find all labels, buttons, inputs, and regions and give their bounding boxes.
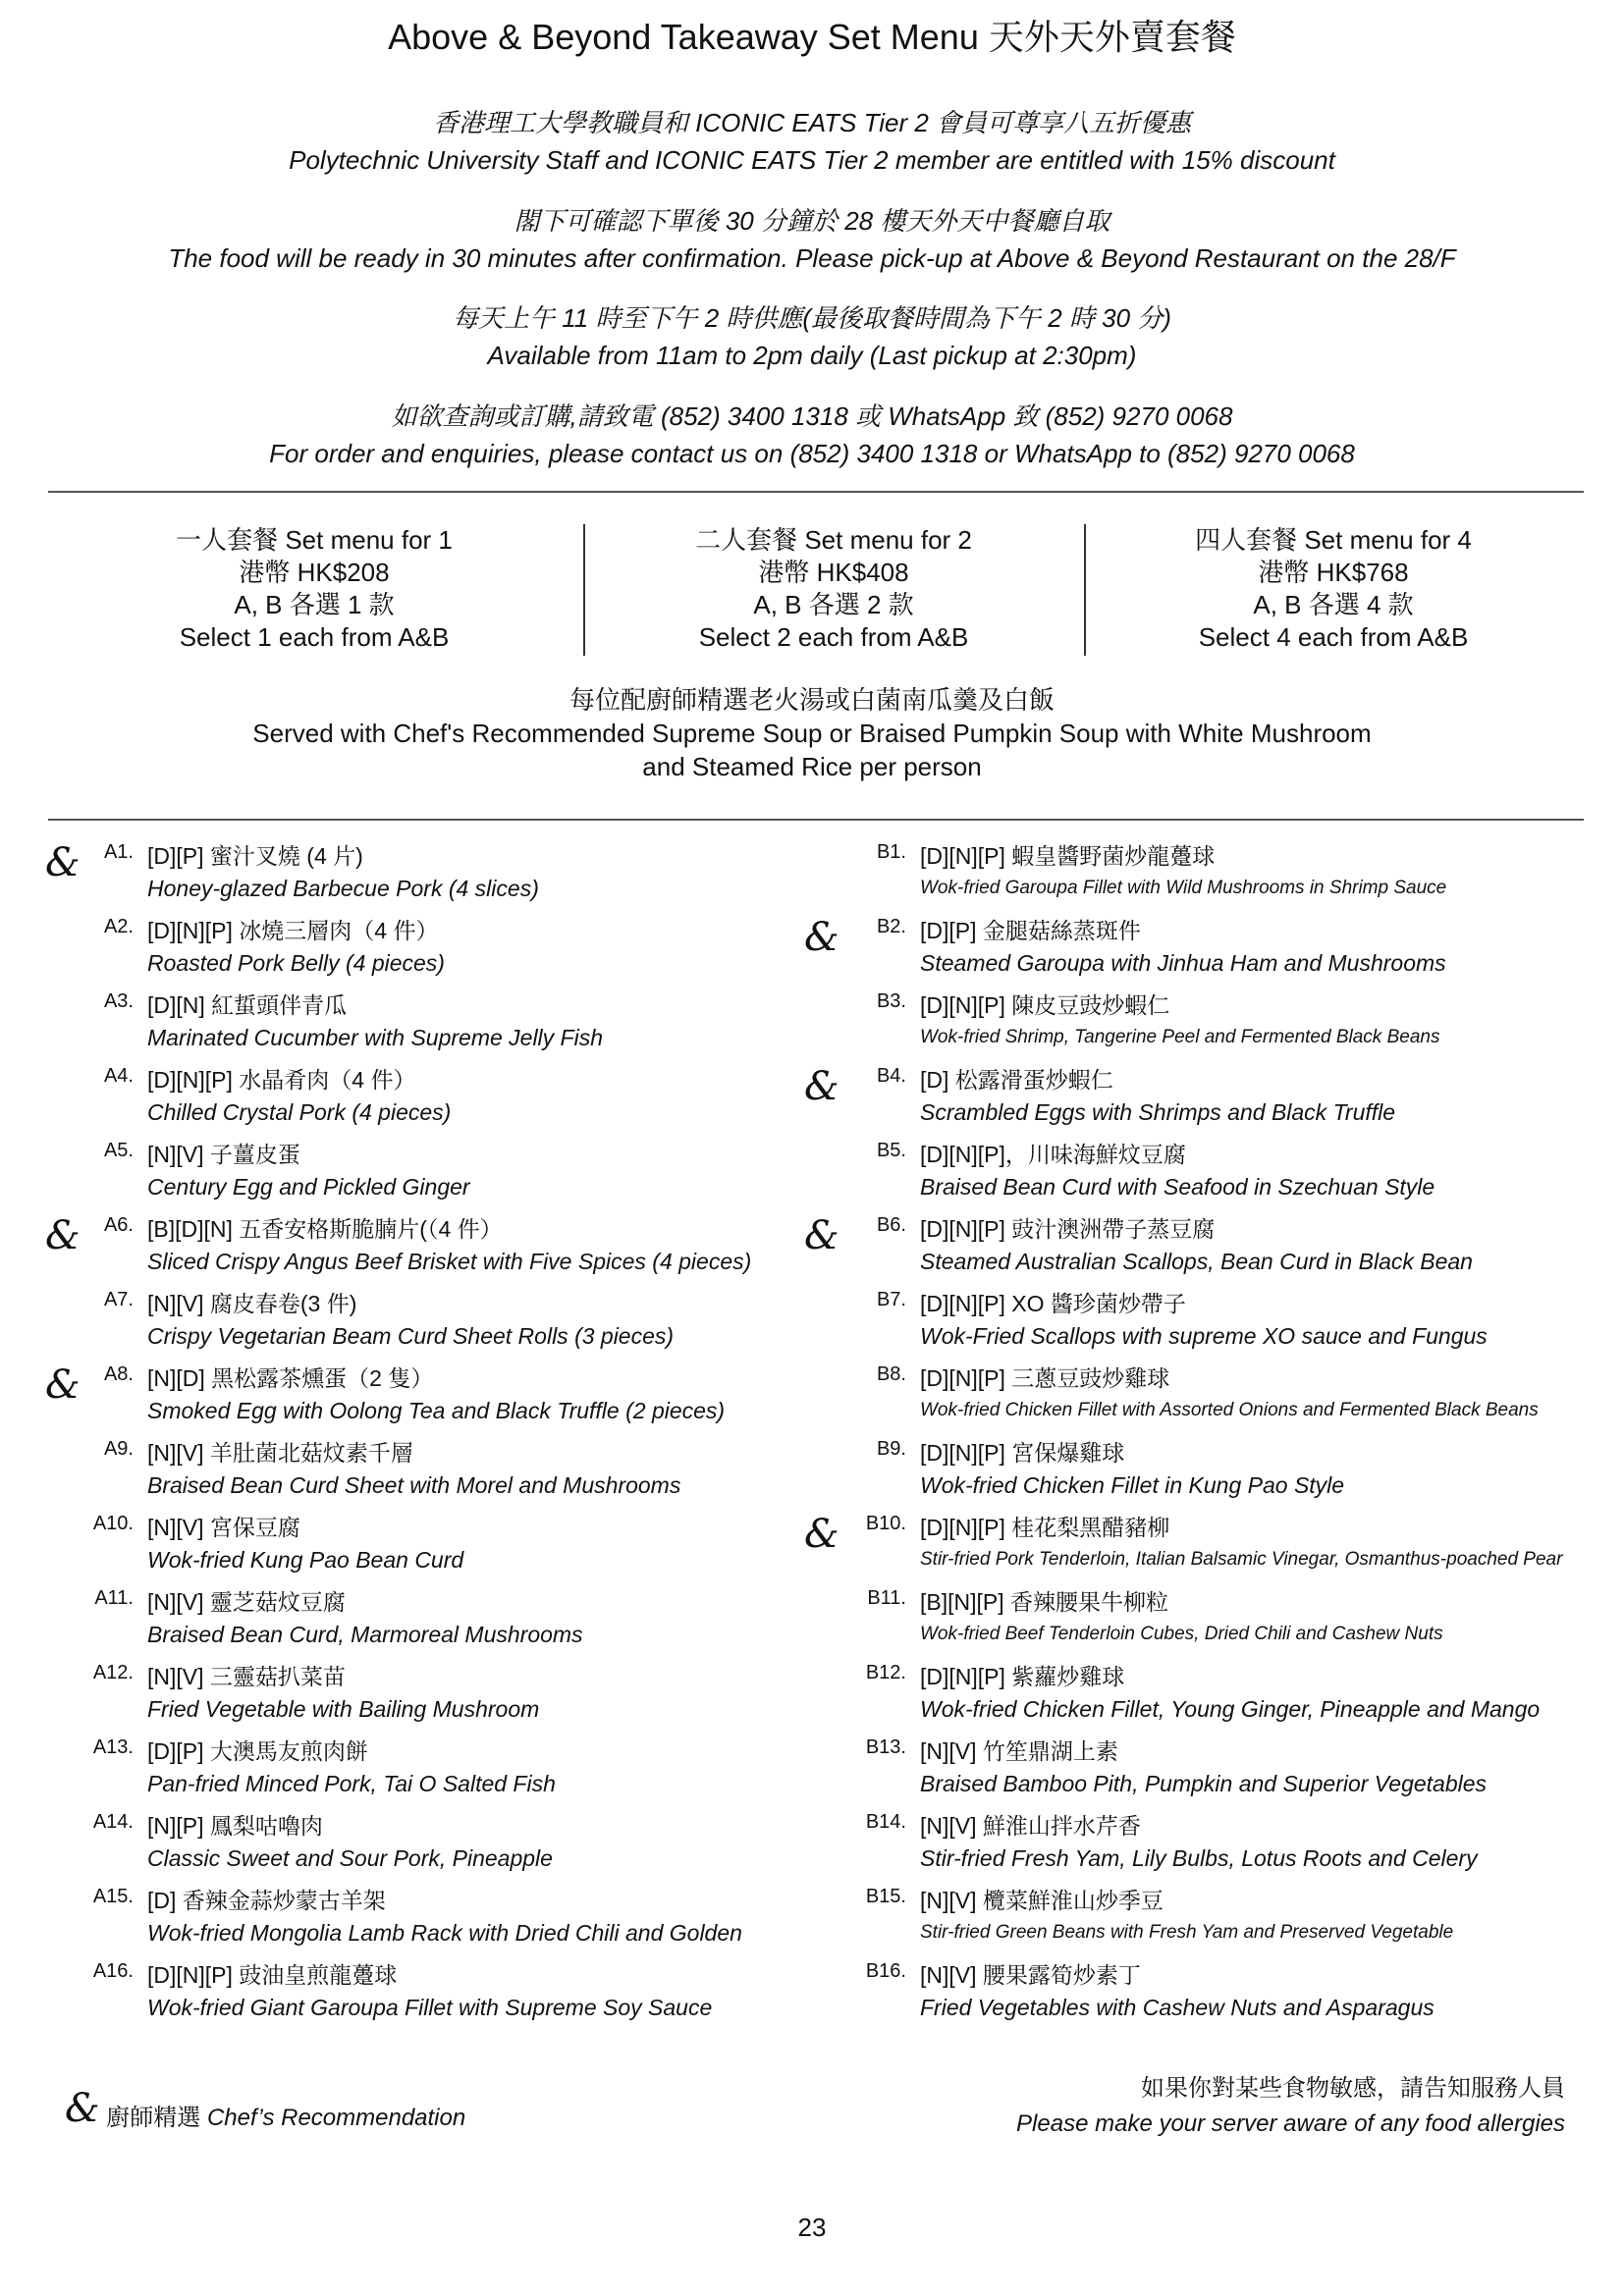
hours-info: [0, 299, 1624, 374]
item-name-en: Wok-fried Mongolia Lamb Rack with Dried Chili and Golden: [147, 1920, 742, 1946]
menu-item: [92, 1660, 825, 1735]
item-name-en: Wok-fried Giant Garoupa Fillet with Supreme Soy Sauce: [147, 1995, 713, 2020]
item-code: A13.: [92, 1736, 134, 1758]
set-rule-en: Select 1 each from A&B: [179, 622, 450, 652]
menu-list-a: [45, 839, 825, 2033]
item-code: A9.: [103, 1438, 134, 1460]
hours-zh: 每天上午 11 時至下午 2 時供應(最後取餐時間為下午 2 時 30 分): [453, 303, 1171, 333]
item-code: B1.: [876, 841, 906, 863]
set-menu-4: [1098, 524, 1569, 654]
chef-recommendation-icon: &: [804, 915, 839, 960]
item-name-en: Stir-fried Fresh Yam, Lily Bulbs, Lotus Roots and Celery: [920, 1845, 1478, 1871]
item-name-zh: [N][V] 宮保豆腐: [147, 1515, 300, 1540]
set-name: 一人套餐 Set menu for 1: [176, 525, 453, 555]
item-name-zh: [D] 松露滑蛋炒蝦仁: [920, 1067, 1113, 1093]
item-name-zh: [D][P] 大澳馬友煎肉餅: [147, 1738, 368, 1764]
item-code: B15.: [865, 1886, 906, 1907]
set-price: 港幣 HK$408: [758, 558, 909, 587]
menu-item: [103, 1287, 825, 1362]
discount-info: [0, 104, 1624, 179]
item-name-en: Wok-fried Shrimp, Tangerine Peel and Fermented Black Beans: [920, 1027, 1440, 1047]
item-name-en: Wok-Fried Scallops with supreme XO sauce and Fungus: [920, 1323, 1488, 1349]
item-name-en: Steamed Garoupa with Jinhua Ham and Mushrooms: [920, 950, 1446, 976]
menu-item: [876, 988, 1597, 1063]
soup-info: [0, 683, 1624, 783]
hours-en: Available from 11am to 2pm daily (Last pickup at 2:30pm): [487, 341, 1137, 370]
discount-zh: 香港理工大學教職員和 ICONIC EATS Tier 2 會員可尊享八五折優惠: [432, 108, 1192, 137]
legend-en: Chef’s Recommendation: [206, 2105, 466, 2131]
item-name-en: Fried Vegetable with Bailing Mushroom: [147, 1696, 540, 1722]
menu-item: [103, 914, 825, 988]
item-name-en: Wok-fried Chicken Fillet with Assorted Onions and Fermented Black Beans: [920, 1400, 1539, 1420]
menu-item: [865, 1884, 1597, 1958]
set-rule-zh: A, B 各選 4 款: [1253, 590, 1414, 619]
item-code: A12.: [92, 1662, 134, 1683]
item-name-zh: [N][V] 腰果露筍炒素丁: [920, 1962, 1141, 1988]
item-code: A1.: [103, 841, 134, 863]
soup-en-2: and Steamed Rice per person: [642, 752, 982, 781]
menu-item: [865, 1735, 1597, 1809]
menu-item: [92, 1511, 825, 1585]
item-name-en: Wok-fried Chicken Fillet, Young Ginger, Pineapple and Mango: [920, 1696, 1541, 1722]
item-code: B2.: [876, 916, 906, 937]
item-code: A7.: [103, 1289, 134, 1310]
item-name-en: Smoked Egg with Oolong Tea and Black Truffle (2 pieces): [147, 1398, 726, 1423]
item-name-en: Wok-fried Chicken Fillet in Kung Pao Style: [920, 1472, 1345, 1498]
menu-item: [45, 839, 825, 914]
legend-zh: 廚師精選: [106, 2105, 201, 2131]
item-name-zh: [N][V] 靈芝菇炆豆腐: [147, 1589, 346, 1615]
contact-zh: 如欲查詢或訂購,請致電 (852) 3400 1318 或 WhatsApp 致 (852) 9270 0068: [391, 401, 1233, 431]
item-name-zh: [D][N][P] 三蔥豆豉炒雞球: [920, 1365, 1170, 1391]
set-rule-zh: A, B 各選 2 款: [753, 590, 914, 619]
item-name-zh: [N][V] 子薑皮蛋: [147, 1142, 300, 1167]
menu-item: [865, 1809, 1597, 1884]
item-name-zh: [D][N][P] 水晶肴肉（4 件）: [147, 1067, 416, 1093]
menu-item: [804, 914, 1597, 988]
item-name-zh: [D][N][P] 豉汁澳洲帶子蒸豆腐: [920, 1216, 1216, 1242]
set-menu-1: [79, 524, 550, 654]
menu-item: [804, 1212, 1597, 1287]
chef-recommendation-icon: &: [804, 1213, 839, 1258]
item-name-en: Stir-fried Pork Tenderloin, Italian Balsamic Vinegar, Osmanthus-poached Pear: [920, 1549, 1563, 1570]
allergy-en: Please make your server aware of any food allergies: [1016, 2110, 1565, 2137]
item-name-en: Braised Bean Curd Sheet with Morel and Mushrooms: [147, 1472, 681, 1498]
item-name-zh: [N][V] 三靈菇扒菜苗: [147, 1664, 346, 1689]
menu-item: [865, 1958, 1597, 2033]
item-name-en: Steamed Australian Scallops, Bean Curd in Black Bean: [920, 1249, 1473, 1274]
chef-recommendation-icon: &: [65, 2086, 100, 2131]
menu-item: [876, 1362, 1597, 1436]
pickup-zh: 閣下可確認下單後 30 分鐘於 28 樓天外天中餐廳自取: [514, 206, 1110, 236]
menu-item: [45, 1212, 825, 1287]
item-name-en: Classic Sweet and Sour Pork, Pineapple: [147, 1845, 553, 1871]
item-code: B9.: [876, 1438, 906, 1460]
item-name-zh: [N][V] 竹笙鼎湖上素: [920, 1738, 1118, 1764]
item-name-en: Braised Bamboo Pith, Pumpkin and Superior Vegetables: [920, 1771, 1488, 1796]
set-price: 港幣 HK$208: [239, 558, 390, 587]
item-name-en: Wok-fried Kung Pao Bean Curd: [147, 1547, 464, 1573]
item-name-en: Marinated Cucumber with Supreme Jelly Fish: [147, 1025, 604, 1050]
set-menu-2: [598, 524, 1069, 654]
item-name-zh: [D][N][P] 冰燒三層肉（4 件）: [147, 918, 439, 943]
item-name-en: Sliced Crispy Angus Beef Brisket with Five Spices (4 pieces): [147, 1249, 752, 1274]
item-name-zh: [D][N] 紅蜇頭伴青瓜: [147, 992, 348, 1018]
item-code: A14.: [92, 1811, 134, 1833]
soup-zh: 每位配廚師精選老火湯或白菌南瓜羹及白飯: [568, 685, 1055, 715]
item-code: B3.: [876, 990, 906, 1012]
item-name-en: Crispy Vegetarian Beam Curd Sheet Rolls (3 pieces): [147, 1323, 675, 1349]
menu-item: [103, 1138, 825, 1212]
divider: [48, 819, 1584, 821]
item-name-zh: [D][P] 金腿菇絲蒸斑件: [920, 918, 1141, 943]
item-name-en: Pan-fried Minced Pork, Tai O Salted Fish: [147, 1771, 556, 1796]
item-name-en: Honey-glazed Barbecue Pork (4 slices): [147, 876, 539, 901]
menu-item: [45, 1362, 825, 1436]
item-name-zh: [N][V] 腐皮春卷(3 件): [147, 1291, 357, 1316]
item-name-zh: [B][D][N] 五香安格斯脆腩片(（4 件）: [147, 1216, 503, 1242]
chef-recommendation-icon: &: [45, 1362, 81, 1408]
menu-item: [92, 1735, 825, 1809]
menu-item: [876, 1436, 1597, 1511]
menu-item: [876, 839, 1597, 914]
item-name-zh: [D][P] 蜜汁叉燒 (4 片): [147, 843, 363, 869]
item-code: B10.: [865, 1513, 906, 1534]
item-name-en: Braised Bean Curd, Marmoreal Mushrooms: [147, 1622, 583, 1647]
item-code: A5.: [103, 1140, 134, 1161]
item-code: B12.: [865, 1662, 906, 1683]
chef-recommendation-icon: &: [45, 840, 81, 885]
menu-item: [92, 1958, 825, 2033]
allergy-zh: 如果你對某些食物敏感，請告知服務人員: [1141, 2075, 1565, 2102]
menu-item: [103, 1063, 825, 1138]
menu-item: [92, 1884, 825, 1958]
chef-recommendation-icon: &: [45, 1213, 81, 1258]
chef-recommendation-legend: [65, 2086, 466, 2134]
item-name-en: Scrambled Eggs with Shrimps and Black Truffle: [920, 1099, 1396, 1125]
item-name-zh: [B][N][P] 香辣腰果牛柳粒: [920, 1589, 1169, 1615]
item-code: A15.: [92, 1886, 134, 1907]
menu-item: [92, 1809, 825, 1884]
item-code: B4.: [876, 1065, 906, 1087]
item-name-zh: [D][N][P] 豉油皇煎龍躉球: [147, 1962, 398, 1988]
item-name-zh: [N][V] 鮮淮山拌水芹香: [920, 1813, 1141, 1839]
menu-item: [876, 1287, 1597, 1362]
item-name-zh: [D][N][P] 陳皮豆豉炒蝦仁: [920, 992, 1170, 1018]
allergy-notice: [1016, 2071, 1565, 2142]
menu-item: [867, 1585, 1597, 1660]
set-price: 港幣 HK$768: [1258, 558, 1409, 587]
column-divider: [1084, 524, 1086, 656]
menu-item: [103, 988, 825, 1063]
contact-info: [0, 398, 1624, 472]
item-name-en: Chilled Crystal Pork (4 pieces): [147, 1099, 452, 1125]
set-name: 四人套餐 Set menu for 4: [1195, 525, 1472, 555]
menu-item: [103, 1436, 825, 1511]
item-name-zh: [N][P] 鳳梨咕嚕肉: [147, 1813, 323, 1839]
item-name-zh: [N][V] 欖菜鮮淮山炒季豆: [920, 1888, 1164, 1913]
set-name: 二人套餐 Set menu for 2: [695, 525, 972, 555]
page-number: 23: [797, 2213, 827, 2242]
item-name-en: Stir-fried Green Beans with Fresh Yam and Preserved Vegetable: [920, 1922, 1454, 1943]
divider: [48, 491, 1584, 493]
set-rule-en: Select 2 each from A&B: [698, 622, 969, 652]
item-code: B6.: [876, 1214, 906, 1236]
item-name-zh: [D][N][P]，川味海鮮炆豆腐: [920, 1142, 1186, 1167]
column-divider: [583, 524, 585, 656]
item-name-zh: [D][N][P] 宮保爆雞球: [920, 1440, 1125, 1466]
item-code: B5.: [876, 1140, 906, 1161]
item-code: B16.: [865, 1960, 906, 1982]
item-name-en: Braised Bean Curd with Seafood in Szechuan Style: [920, 1174, 1435, 1200]
menu-item: [804, 1063, 1597, 1138]
menu-list-b: [804, 839, 1597, 2033]
item-name-en: Roasted Pork Belly (4 pieces): [147, 950, 445, 976]
item-code: B14.: [865, 1811, 906, 1833]
page-title: Above & Beyond Takeaway Set Menu 天外天外賣套餐: [388, 17, 1236, 57]
menu-item: [804, 1511, 1597, 1585]
item-code: B13.: [865, 1736, 906, 1758]
item-name-en: Wok-fried Beef Tenderloin Cubes, Dried Chili and Cashew Nuts: [920, 1624, 1443, 1644]
item-name-en: Fried Vegetables with Cashew Nuts and Asparagus: [920, 1995, 1435, 2020]
pickup-en: The food will be ready in 30 minutes after confirmation. Please pick-up at Above & Beyond Restaurant on the 28/F: [168, 243, 1456, 273]
item-name-zh: [D] 香辣金蒜炒蒙古羊架: [147, 1888, 386, 1913]
discount-en: Polytechnic University Staff and ICONIC EATS Tier 2 member are entitled with 15% discount: [289, 145, 1335, 175]
item-code: A8.: [103, 1363, 134, 1385]
item-code: B8.: [876, 1363, 906, 1385]
item-name-en: Wok-fried Garoupa Fillet with Wild Mushrooms in Shrimp Sauce: [920, 878, 1447, 898]
item-name-zh: [D][N][P] 桂花梨黑醋豬柳: [920, 1515, 1170, 1540]
chef-recommendation-icon: &: [804, 1512, 839, 1557]
item-name-en: Century Egg and Pickled Ginger: [147, 1174, 470, 1200]
item-name-zh: [N][V] 羊肚菌北菇炆素千層: [147, 1440, 413, 1466]
item-code: B7.: [876, 1289, 906, 1310]
item-name-zh: [D][N][P] 蝦皇醬野菌炒龍躉球: [920, 843, 1216, 869]
item-code: A3.: [103, 990, 134, 1012]
pickup-info: [0, 202, 1624, 277]
menu-item: [94, 1585, 825, 1660]
item-code: A10.: [92, 1513, 134, 1534]
menu-item: [865, 1660, 1597, 1735]
item-code: A6.: [103, 1214, 134, 1236]
item-code: A16.: [92, 1960, 134, 1982]
chef-recommendation-icon: &: [804, 1064, 839, 1109]
item-code: A11.: [94, 1587, 134, 1609]
item-code: A4.: [103, 1065, 134, 1087]
soup-en-1: Served with Chef's Recommended Supreme Soup or Braised Pumpkin Soup with White Mushroom: [252, 719, 1372, 748]
item-code: A2.: [103, 916, 134, 937]
set-rule-en: Select 4 each from A&B: [1198, 622, 1469, 652]
set-rule-zh: A, B 各選 1 款: [234, 590, 395, 619]
contact-en: For order and enquiries, please contact us on (852) 3400 1318 or WhatsApp to (852) 9270 0068: [269, 439, 1355, 468]
menu-item: [876, 1138, 1597, 1212]
item-code: B11.: [867, 1587, 906, 1609]
item-name-zh: [D][N][P] XO 醬珍菌炒帶子: [920, 1291, 1186, 1316]
item-name-zh: [D][N][P] 紫蘿炒雞球: [920, 1664, 1125, 1689]
item-name-zh: [N][D] 黑松露茶燻蛋（2 隻）: [147, 1365, 434, 1391]
